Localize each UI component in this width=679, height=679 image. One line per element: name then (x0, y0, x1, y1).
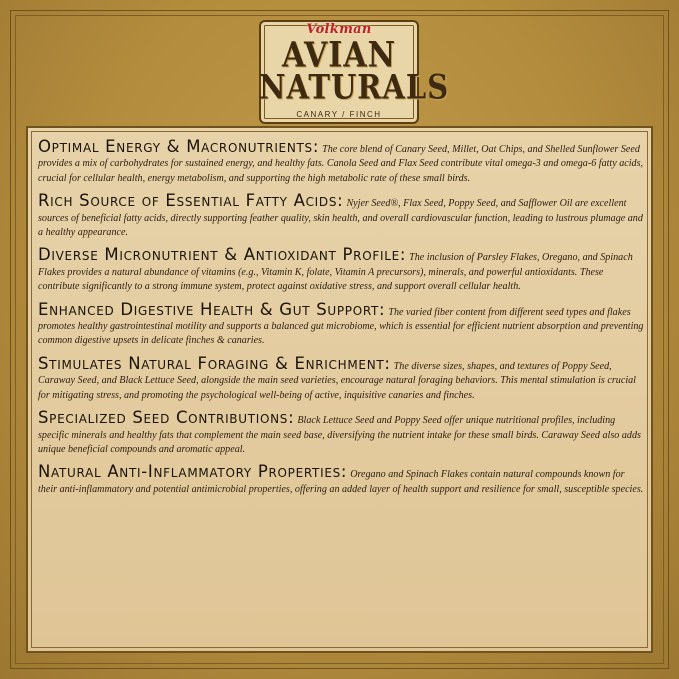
section-energy (38, 137, 646, 186)
benefits-list (38, 137, 646, 505)
section-body: Nyjer Seed®, Flax Seed, Poppy Seed, and Safflower Oil are excellent sources of beneficial fatty acids, directly supporting feather quality, skin health, and overall cardiovascular function, leading to lustrous plumage and a healthy appearance. (38, 198, 643, 239)
section-micronutrients (38, 245, 646, 294)
brand-logo (259, 12, 450, 124)
section-specialized-seeds (38, 408, 646, 457)
section-title: Specialized Seed Contributions: (38, 408, 295, 428)
section-title: Natural Anti-Inflammatory Properties: (38, 462, 348, 482)
section-foraging (38, 353, 646, 403)
section-anti-inflammatory (38, 462, 646, 497)
section-digestive (38, 299, 646, 349)
section-title: Rich Source of Essential Fatty Acids: (38, 191, 344, 211)
section-fatty-acids (38, 191, 646, 240)
section-body: The varied fiber content from different seed types and flakes promotes healthy gastrointestinal motility and supports a balanced gut microbiome, which is essential for efficient nutrient absorption and preventing common digestive upsets in delicate finches & canaries. (38, 306, 644, 347)
section-body: The core blend of Canary Seed, Millet, Oat Chips, and Shelled Sunflower Seed provides a mix of carbohydrates for sustained energy, and healthy fats. Canola Seed and Flax Seed contribute vital omega-3 and omega-6 fatty acids, crucial for cellular health, energy metabolism, and supporting the high metabolic rate of these small birds. (38, 144, 644, 184)
logo-title-line2: NATURALS (259, 67, 450, 107)
section-title: Optimal Energy & Macronutrients: (38, 137, 320, 156)
section-body: The inclusion of Parsley Flakes, Oregano, and Spinach Flakes provides a natural abundance of vitamins (e.g., Vitamin K, folate, Vitamin A precursors), minerals, and powerful antioxidants. These contribute significantly to a strong immune system, protect against oxidative stress, and support overall cellular health. (38, 252, 633, 293)
section-title: Diverse Micronutrient & Antioxidant Profile: (38, 245, 407, 265)
section-title: Enhanced Digestive Health & Gut Support: (38, 299, 386, 319)
logo-subtitle: CANARY / FINCH (296, 110, 382, 119)
section-title: Stimulates Natural Foraging & Enrichment: (38, 353, 391, 373)
section-body: The diverse sizes, shapes, and textures of Poppy Seed, Caraway Seed, and Black Lettuce Seed, alongside the main seed varieties, encourage natural foraging behaviors. This mental stimulation is crucial for mitigating stress, and promoting the psychological well-being of active, inquisitive canaries and finches. (38, 360, 636, 401)
logo-brand-name: Volkman (306, 22, 372, 37)
section-body: Oregano and Spinach Flakes contain natural compounds known for their anti-inflammatory and potential antimicrobial properties, offering an added layer of health support and resilience for small, susceptible species. (38, 469, 644, 495)
logo-title-line1: AVIAN (281, 35, 397, 76)
section-body: Black Lettuce Seed and Poppy Seed offer unique nutritional profiles, including specific minerals and healthy fats that complement the main seed base, diversifying the nutrient intake for these small birds. Caraway Seed also adds unique beneficial compounds and aromatic appeal. (38, 415, 641, 455)
